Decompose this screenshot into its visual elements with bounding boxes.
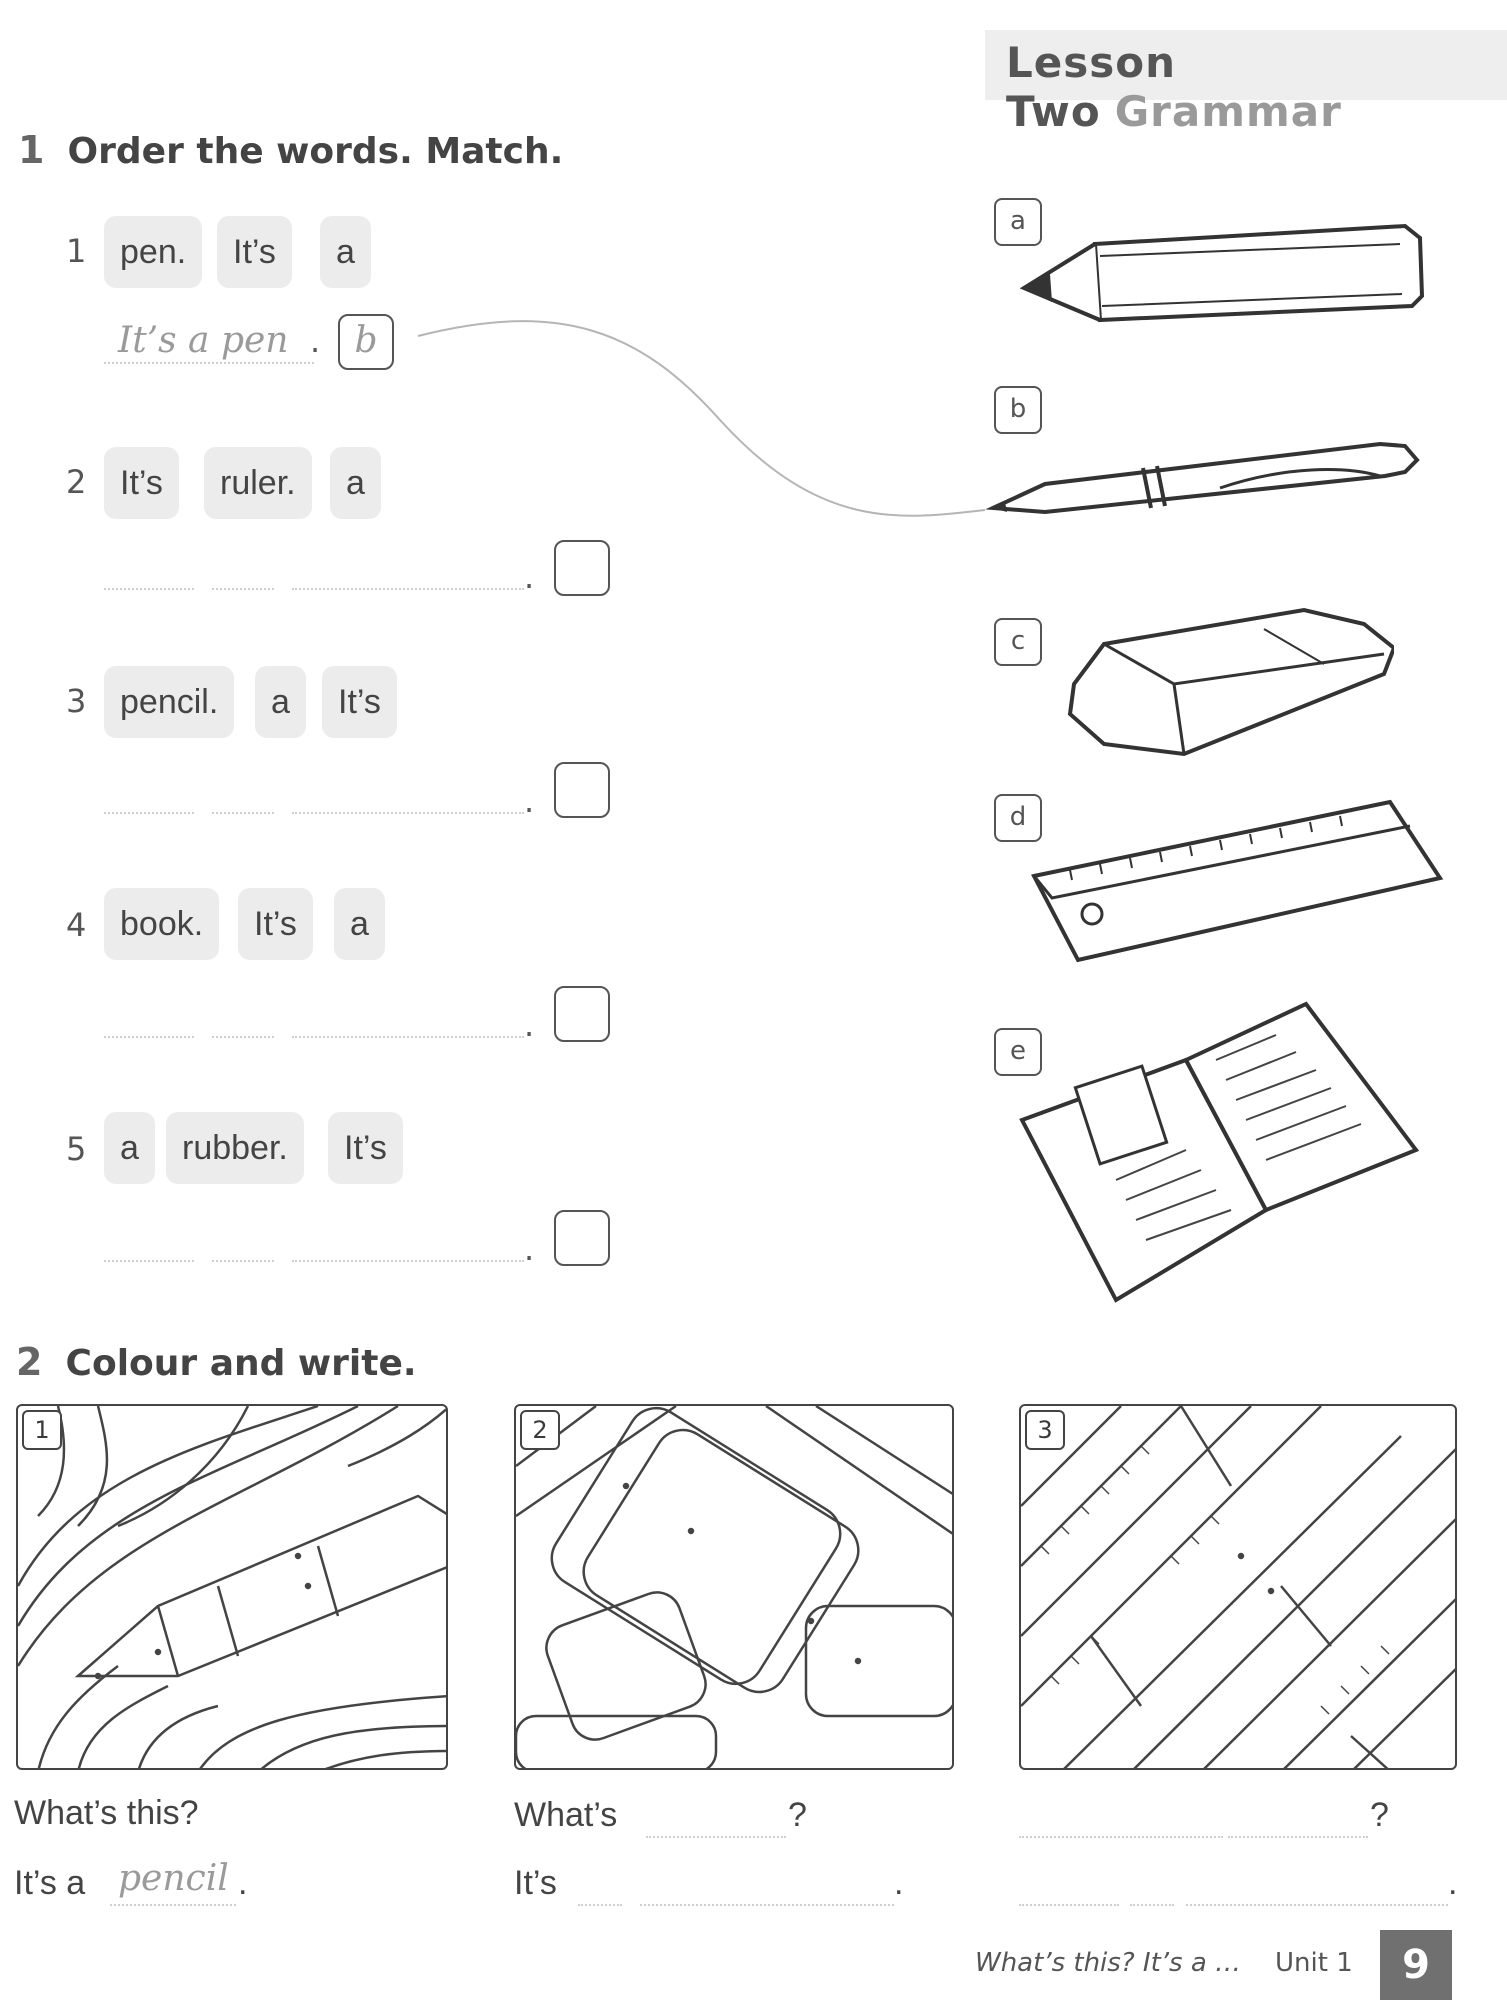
section2-heading	[16, 1340, 417, 1384]
match-box[interactable]: b	[338, 314, 394, 370]
word-chip[interactable]: rubber.	[166, 1112, 304, 1184]
period: .	[310, 322, 321, 360]
section1-number: 1	[18, 128, 45, 172]
word-chip[interactable]: a	[104, 1112, 155, 1184]
book-icon	[1016, 1000, 1426, 1310]
answer-line[interactable]	[110, 1904, 236, 1906]
picture-label-e: e	[994, 1028, 1042, 1076]
answer-text[interactable]: It’s a pen	[118, 320, 289, 361]
item-5-number: 5	[66, 1130, 87, 1168]
item-1-number: 1	[66, 232, 87, 270]
word-chip[interactable]: ruler.	[204, 447, 312, 519]
word-chip[interactable]: It’s	[217, 216, 292, 288]
hidden-ruler-drawing	[1021, 1406, 1457, 1770]
lesson-title: Lesson Two	[1006, 38, 1177, 136]
ruler-icon	[1030, 798, 1450, 968]
section1-title: Order the words. Match.	[67, 131, 564, 172]
pencil-icon	[1020, 216, 1430, 336]
item-4-number: 4	[66, 906, 87, 944]
footer-unit: Unit 1	[1275, 1948, 1353, 1978]
picture-label-d: d	[994, 794, 1042, 842]
answer-1-text[interactable]: pencil	[118, 1858, 229, 1899]
answer-2-prefix: It’s	[514, 1864, 557, 1902]
answer-line[interactable]	[1228, 1836, 1368, 1838]
picture-label-b: b	[994, 386, 1042, 434]
hidden-rubber-drawing	[516, 1406, 954, 1770]
picture-label-a: a	[994, 198, 1042, 246]
answer-line[interactable]	[578, 1904, 622, 1906]
answer-line[interactable]	[646, 1836, 786, 1838]
period: .	[524, 558, 535, 596]
answer-3-period: .	[1448, 1864, 1458, 1902]
hidden-pencil-drawing	[18, 1406, 448, 1770]
word-chip[interactable]: a	[330, 447, 381, 519]
question-3-suffix: ?	[1370, 1796, 1389, 1834]
item-3-number: 3	[66, 682, 87, 720]
answer-2-period: .	[894, 1864, 904, 1902]
answer-line[interactable]	[640, 1904, 894, 1906]
answer-line[interactable]	[1186, 1904, 1448, 1906]
question-2-prefix: What’s	[514, 1796, 618, 1834]
section2-number: 2	[16, 1340, 43, 1384]
word-chip[interactable]: It’s	[104, 447, 179, 519]
word-chip[interactable]: a	[320, 216, 371, 288]
colouring-panel-2[interactable]	[514, 1404, 954, 1770]
word-chip[interactable]: It’s	[322, 666, 397, 738]
word-chip[interactable]: It’s	[238, 888, 313, 960]
panel-number: 1	[22, 1410, 62, 1450]
word-chip[interactable]: book.	[104, 888, 219, 960]
colouring-panel-3[interactable]	[1019, 1404, 1457, 1770]
colouring-panel-1[interactable]	[16, 1404, 448, 1770]
period: .	[524, 1230, 535, 1268]
word-chip[interactable]: pencil.	[104, 666, 234, 738]
period: .	[524, 782, 535, 820]
answer-line[interactable]	[1019, 1836, 1223, 1838]
answer-line[interactable]	[1019, 1904, 1119, 1906]
picture-label-c: c	[994, 618, 1042, 666]
section2-title: Colour and write.	[65, 1343, 417, 1384]
period: .	[524, 1006, 535, 1044]
question-2-suffix: ?	[788, 1796, 807, 1834]
word-chip[interactable]: It’s	[328, 1112, 403, 1184]
item-2-number: 2	[66, 463, 87, 501]
answer-line[interactable]	[1130, 1904, 1174, 1906]
word-chip[interactable]: a	[255, 666, 306, 738]
word-chip[interactable]: a	[334, 888, 385, 960]
panel-number: 2	[520, 1410, 560, 1450]
answer-1-period: .	[238, 1864, 248, 1902]
word-chip[interactable]: pen.	[104, 216, 202, 288]
question-1: What’s this?	[14, 1794, 199, 1832]
panel-number: 3	[1025, 1410, 1065, 1450]
pen-icon	[985, 436, 1425, 516]
footer-title: What’s this? It’s a …	[975, 1948, 1242, 1978]
page-number: 9	[1380, 1930, 1452, 2000]
lesson-topic: Grammar	[1114, 87, 1342, 136]
rubber-icon	[1064, 604, 1394, 764]
answer-1-prefix: It’s a	[14, 1864, 86, 1902]
